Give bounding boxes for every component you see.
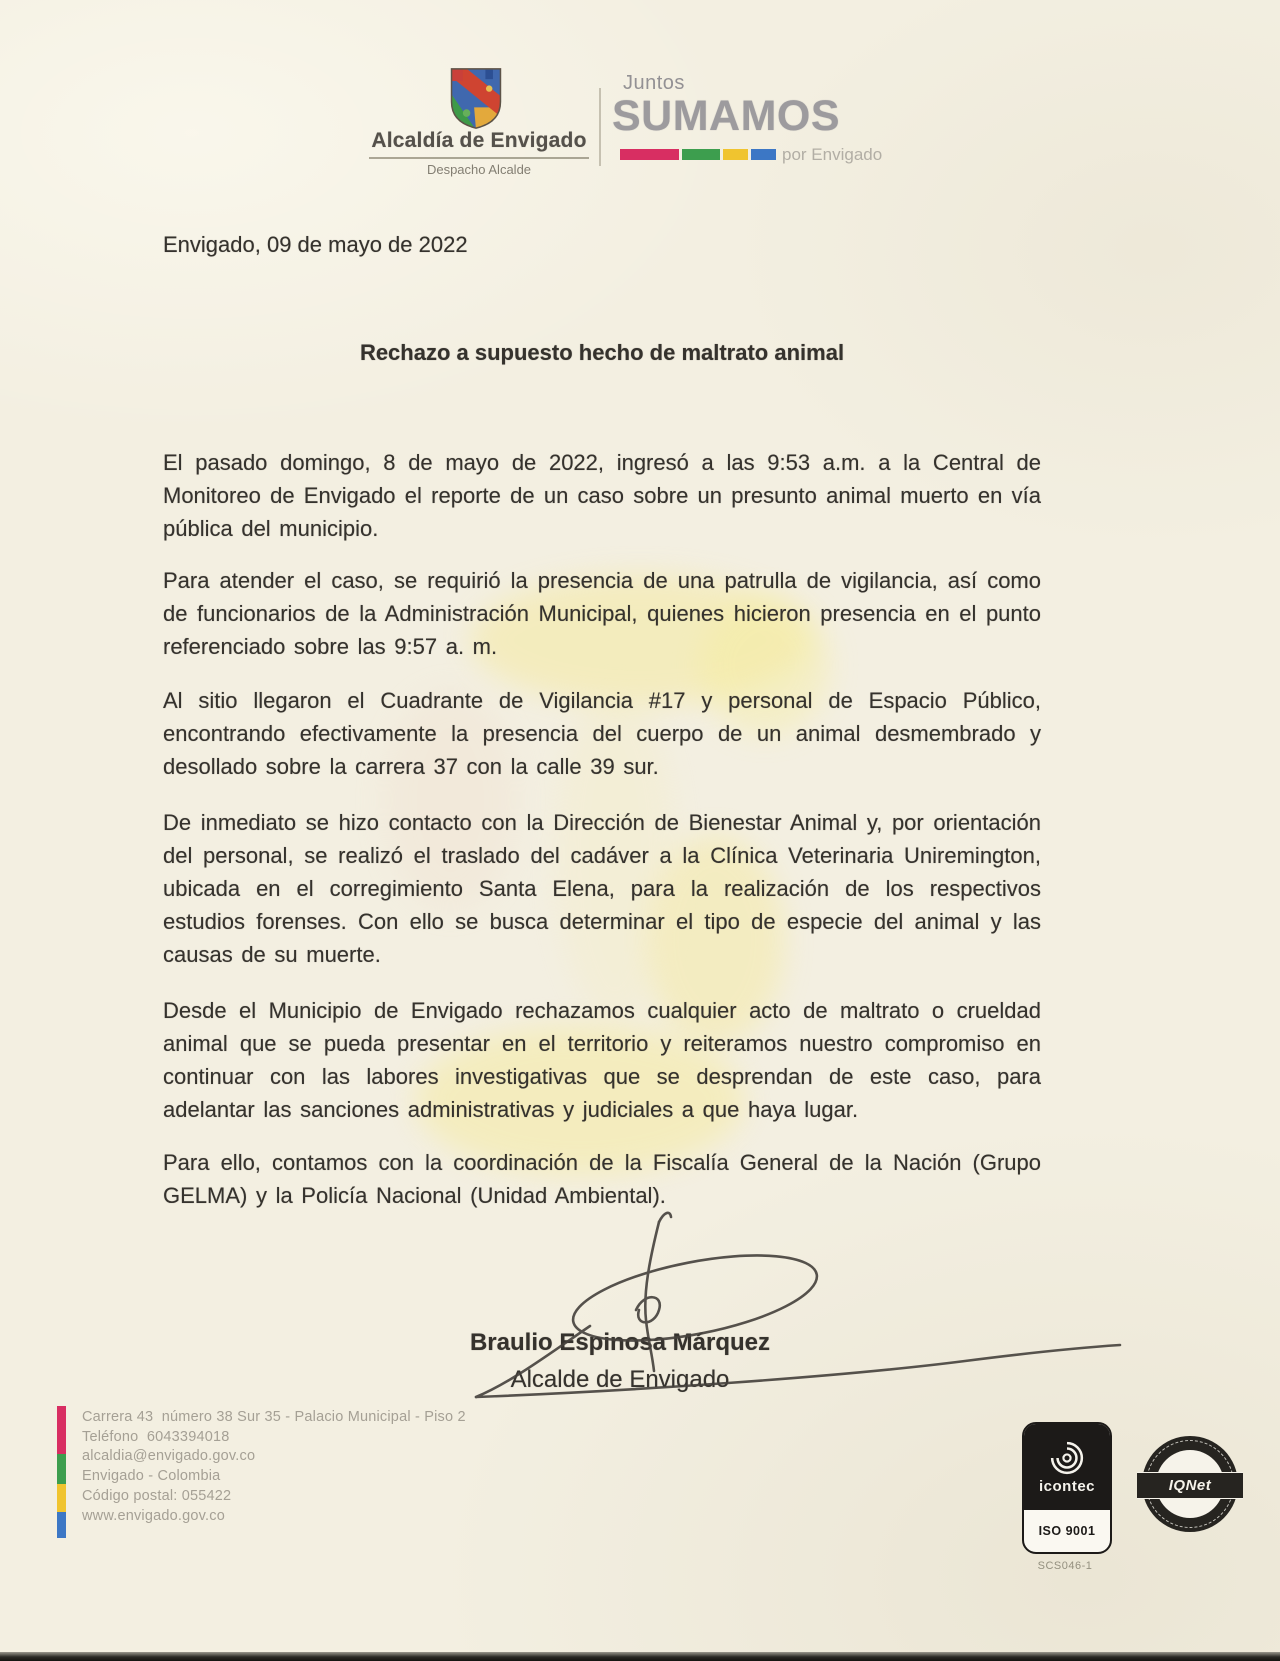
iqnet-label: IQNet bbox=[1168, 1477, 1212, 1494]
bar-segment bbox=[620, 149, 679, 160]
institution-name: Alcaldía de Envigado bbox=[371, 129, 587, 152]
bar-segment bbox=[57, 1512, 66, 1538]
footer-color-bar bbox=[57, 1406, 66, 1538]
letter-subject: Rechazo a supuesto hecho de maltrato animal bbox=[359, 340, 845, 365]
signatory-name: Braulio Espinosa Márquez bbox=[469, 1329, 771, 1356]
letter-paragraph-3: Al sitio llegaron el Cuadrante de Vigilancia #17 y personal de Espacio Público, encontrando efectivamente la presencia del cuerpo de un animal desmembrado y desollado sobre la carrera 37 con la calle 39 sur. bbox=[163, 688, 1041, 779]
contact-line-website: www.envigado.gov.co bbox=[82, 1507, 225, 1524]
letter-paragraph-2: Para atender el caso, se requirió la presencia de una patrulla de vigilancia, así como de funcionarios de la Administración Municipal, quienes hicieron presencia en el punto referenciado sobre las 9:57 a. m. bbox=[163, 568, 1041, 659]
contact-line-email: alcaldia@envigado.gov.co bbox=[82, 1448, 256, 1465]
bar-segment bbox=[723, 149, 748, 160]
certification-code: SCS046-1 bbox=[1037, 1560, 1093, 1572]
envigado-coat-of-arms-icon bbox=[447, 66, 505, 130]
signatory-role: Alcalde de Envigado bbox=[510, 1366, 730, 1393]
campaign-tagline: por Envigado bbox=[782, 145, 883, 164]
campaign-sumamos: SUMAMOS bbox=[612, 92, 841, 140]
letter-paragraph-6: Para ello, contamos con la coordinación de la Fiscalía General de la Nación (Grupo GELMA) y la Policía Nacional (Unidad Ambiental). bbox=[163, 1150, 1041, 1208]
letter-paragraph-1: El pasado domingo, 8 de mayo de 2022, ingresó a las 9:53 a.m. a la Central de Monitoreo de Envigado el reporte de un caso sobre un presunto animal muerto en vía pública del municipio. bbox=[163, 450, 1041, 541]
icontec-label: icontec bbox=[1038, 1477, 1095, 1495]
contact-line-location: Envigado - Colombia bbox=[82, 1468, 221, 1485]
campaign-juntos: Juntos bbox=[623, 72, 685, 94]
iqnet-badge bbox=[1142, 1436, 1238, 1532]
header-divider bbox=[599, 88, 601, 166]
date-line: Envigado, 09 de mayo de 2022 bbox=[163, 232, 468, 257]
bar-segment bbox=[57, 1406, 66, 1454]
scan-edge bbox=[0, 1652, 1280, 1661]
bar-segment bbox=[751, 149, 776, 160]
bar-segment bbox=[57, 1484, 66, 1512]
icontec-spiral-icon bbox=[1049, 1440, 1085, 1476]
contact-line-address: Carrera 43 número 38 Sur 35 - Palacio Municipal - Piso 2 bbox=[82, 1409, 466, 1425]
contact-line-postal: Código postal: 055422 bbox=[82, 1487, 232, 1504]
office-name: Despacho Alcalde bbox=[426, 162, 532, 177]
campaign-color-bar bbox=[620, 149, 776, 160]
contact-line-phone: Teléfono 6043394018 bbox=[82, 1428, 230, 1445]
iso-9001-label: ISO 9001 bbox=[1038, 1524, 1096, 1538]
letter-paragraph-4: De inmediato se hizo contacto con la Dirección de Bienestar Animal y, por orientación del personal, se realizó el traslado del cadáver a la Clínica Veterinaria Uniremington, ubicada en el corregimiento Santa Elena, para la realización de los respectivos estudios forenses. Con ello se busca determinar el tipo de especie del animal y las causas de su muerte. bbox=[163, 810, 1041, 967]
letter-paragraph-5: Desde el Municipio de Envigado rechazamos cualquier acto de maltrato o crueldad animal que se pueda presentar en el territorio y reiteramos nuestro compromiso en continuar con las labores investigativas que se desprendan de este caso, para adelantar las sanciones administrativas y judiciales a que haya lugar. bbox=[163, 998, 1041, 1122]
institution-underline bbox=[369, 157, 589, 159]
bar-segment bbox=[682, 149, 720, 160]
icontec-badge bbox=[1022, 1422, 1112, 1554]
contact-block bbox=[82, 1408, 466, 1526]
bar-segment bbox=[57, 1454, 66, 1484]
